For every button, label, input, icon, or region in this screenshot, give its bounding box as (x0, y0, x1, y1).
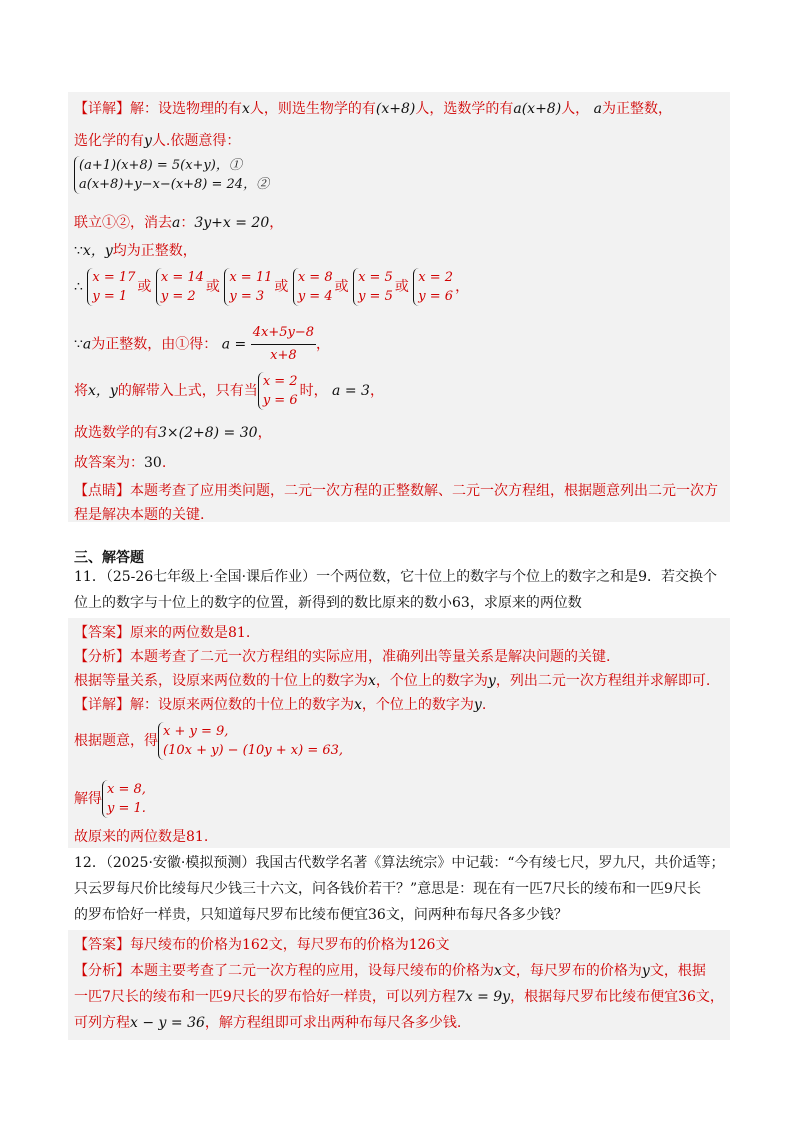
q11-analysis-1: 【分析】本题考查了二元一次方程组的实际应用，准确列出等量关系是解决问题的关键. (74, 649, 611, 665)
q11-stem: 11．（25-26七年级上·全国·课后作业）一个两位数，它十位上的数字与个位上的数字之和是9．若交换个 位上的数字与十位上的数字的位置，新得到的数比原来的数小63，求原来的两位数 (74, 569, 717, 611)
solution-pair: x = 8 y = 4 (293, 268, 335, 306)
q11-detail-3: 解得 x = 8, y = 1. (74, 782, 146, 816)
detail-label: 【详解】 (74, 101, 130, 117)
equation-system-1: (a+1)(x+8) = 5(x+y)，① a(x+8)+y−x−(x+8) = 24，② (74, 156, 271, 194)
q11-detail-4: 故原来的两位数是81. (74, 829, 209, 845)
q12-analysis-2: 一匹7尺长的绫布和一匹9尺长的罗布恰好一样贵，可以列方程7x = 9y，根据每尺罗布比绫布便宜36文， (74, 989, 724, 1005)
comment-line-1: 【点睛】本题考查了应用类问题，二元一次方程的正整数解、二元一次方程组，根据题意列出二元一次方 (74, 483, 718, 499)
detail-line-9: 故选数学的有3×(2+8) = 30， (74, 425, 272, 441)
solution-q11: x = 8, y = 1. (102, 780, 148, 818)
fraction: $\frac{4x+5y-8}{x+8}$ (251, 322, 316, 367)
detail-line-5: ∵x，y均为正整数， (74, 243, 197, 259)
q12-stem: 12．（2025·安徽·模拟预测）我国古代数学名著《算法统宗》中记载：“今有绫七尺，罗九尺，共价适等； 只云罗每尺价比绫每尺少钱三十六文，问各钱价若干？”意思是：现在有一匹7尺长的绫布和一匹9尺长 的罗布恰好一样贵，只知道每尺罗布比绫布便宜36文，问两种布每尺各多少钱？ (74, 855, 725, 923)
answer-line: 故答案为：30. (74, 455, 167, 471)
q11-answer: 【答案】原来的两位数是81. (74, 625, 251, 641)
q12-analysis-1: 【分析】本题主要考查了二元一次方程的应用，设每尺绫布的价格为x文，每尺罗布的价格为y文，根据 (74, 963, 706, 979)
section-title: 三、解答题 (74, 550, 144, 566)
detail-line-2: 选化学的有y人.依题意得： (74, 133, 241, 149)
q12-analysis-3: 可列方程x − y = 36，解方程组即可求出两种布每尺各多少钱. (74, 1015, 462, 1031)
solution-pair: x = 17 y = 1 (87, 268, 137, 306)
q11-analysis-2: 根据等量关系，设原来两位数的十位上的数字为x，个位上的数字为y，列出二元一次方程组并求解即可. (74, 673, 711, 689)
solution-pair: x = 2 y = 6 (413, 268, 455, 306)
detail-line-8: 将x，y的解带入上式，只有当 x = 2 y = 6 时， a = 3， (74, 374, 384, 408)
solution-pair: x = 11 y = 3 (224, 268, 274, 306)
detail-line-1: 【详解】解：设选物理的有x人，则选生物学的有(x+8)人，选数学的有a(x+8)人， a为正整数， (74, 101, 672, 117)
q12-answer: 【答案】每尺绫布的价格为162文，每尺罗布的价格为126文 (74, 937, 450, 953)
equation-system-q11: x + y = 9, (10x + y) − (10y + x) = 63, (158, 722, 345, 760)
solution-pair: x = 14 y = 2 (156, 268, 206, 306)
solution-pair: x = 5 y = 5 (353, 268, 395, 306)
comment-line-2: 程是解决本题的关键. (74, 507, 205, 523)
q11-detail-2: 根据题意，得 x + y = 9, (10x + y) − (10y + x) = 63, (74, 724, 344, 758)
comment-label: 【点睛】 (74, 483, 130, 499)
q11-detail-1: 【详解】解：设原来两位数的十位上的数字为x，个位上的数字为y. (74, 697, 487, 713)
solutions-line: ∴ x = 17 y = 1 或 x = 14 y = 2 或 x = 11 y = 3 或 x = 8 y = 4 或 x = 5 y = 5 或 x = 2 y = 6 ， (74, 270, 470, 304)
detail-line-7: ∵a为正整数，由①得： a = $\frac{4x+5y-8}{x+8}$ ， (74, 322, 330, 367)
detail-line-4: 联立①②，消去a：3y+x = 20， (74, 215, 284, 231)
